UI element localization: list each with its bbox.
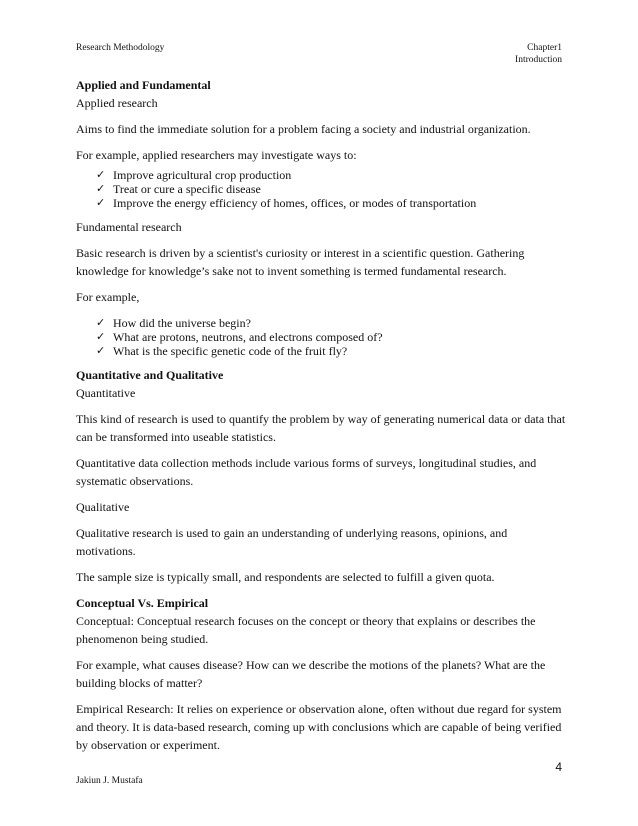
paragraph-quant-desc1: This kind of research is used to quantify the problem by way of generating numerical data or data that can be transformed into useable statistics. bbox=[76, 412, 566, 444]
checkmark-icon: ✓ bbox=[96, 182, 106, 195]
page-content bbox=[76, 76, 566, 754]
subheading-fundamental-research: Fundamental research bbox=[76, 220, 182, 234]
header-section: Introduction bbox=[515, 55, 562, 65]
list-item: ✓ Improve the energy efficiency of homes, offices, or modes of transportation bbox=[96, 196, 477, 210]
paragraph-conceptual-example: For example, what causes disease? How can we describe the motions of the planets? What are the building blocks of matter? bbox=[76, 658, 546, 690]
fundamental-list bbox=[76, 316, 566, 358]
footer-author: Jakiun J. Mustafa bbox=[76, 776, 143, 786]
paragraph-empirical-desc: Empirical Research: It relies on experience or observation alone, often without due regard for system and theory. It is data-based research, coming up with conclusions which are capable of being verified by observation or experiment. bbox=[76, 702, 562, 752]
list-item: ✓ What are protons, neutrons, and electrons composed of? bbox=[96, 330, 383, 344]
page-number: 4 bbox=[555, 760, 562, 774]
checkmark-icon: ✓ bbox=[96, 344, 106, 357]
paragraph-applied-desc: Aims to find the immediate solution for a problem facing a society and industrial organization. bbox=[76, 122, 531, 136]
subheading-quantitative: Quantitative bbox=[76, 386, 136, 400]
section-heading-applied: Applied and Fundamental bbox=[76, 78, 211, 92]
paragraph-quant-desc2: Quantitative data collection methods include various forms of surveys, longitudinal studies, and systematic observations. bbox=[76, 456, 537, 488]
checkmark-icon: ✓ bbox=[96, 330, 106, 343]
list-item: ✓ Treat or cure a specific disease bbox=[96, 182, 261, 196]
paragraph-qual-desc2: The sample size is typically small, and respondents are selected to fulfill a given quota. bbox=[76, 570, 495, 584]
paragraph-fundamental-example: For example, bbox=[76, 290, 140, 304]
list-item: ✓ Improve agricultural crop production bbox=[96, 168, 292, 182]
header-right bbox=[515, 42, 562, 66]
paragraph-conceptual-desc: Conceptual: Conceptual research focuses on the concept or theory that explains or describes the phenomenon being studied. bbox=[76, 614, 536, 646]
list-item: ✓ What is the specific genetic code of the fruit fly? bbox=[96, 344, 348, 358]
checkmark-icon: ✓ bbox=[96, 196, 106, 209]
applied-list bbox=[76, 168, 566, 210]
section-heading-quantitative: Quantitative and Qualitative bbox=[76, 368, 224, 382]
subheading-qualitative: Qualitative bbox=[76, 500, 130, 514]
paragraph-applied-example: For example, applied researchers may investigate ways to: bbox=[76, 148, 357, 162]
header-left: Research Methodology bbox=[76, 43, 165, 53]
header-chapter: Chapter1 bbox=[527, 43, 562, 53]
checkmark-icon: ✓ bbox=[96, 168, 106, 181]
subheading-applied-research: Applied research bbox=[76, 96, 158, 110]
checkmark-icon: ✓ bbox=[96, 316, 106, 329]
list-item: ✓ How did the universe begin? bbox=[96, 316, 251, 330]
paragraph-qual-desc1: Qualitative research is used to gain an understanding of underlying reasons, opinions, and motivations. bbox=[76, 526, 508, 558]
paragraph-fundamental-desc: Basic research is driven by a scientist's curiosity or interest in a scientific question. Gathering knowledge for knowledge’s sake not to invent something is termed fundamental research. bbox=[76, 246, 525, 278]
section-heading-conceptual: Conceptual Vs. Empirical bbox=[76, 596, 209, 610]
